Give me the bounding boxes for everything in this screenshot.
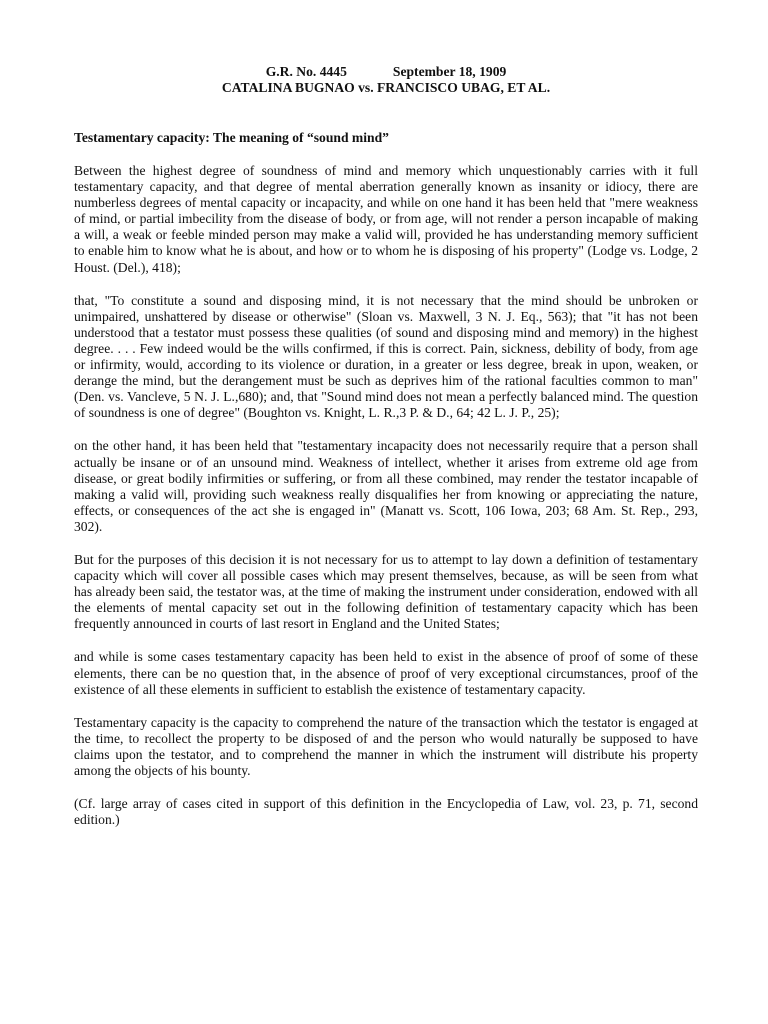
paragraph-2: that, "To constitute a sound and disposing mind, it is not necessary that the mind should be unbroken or unimpaired, unshattered by disease or otherwise" (Sloan vs. Maxwell, 3 N. J. Eq., 563); that "it has not been understood that a testator must possess these qualities (of sound and disposing mind and memory) in the highest degree. . . . Few indeed would be the wills confirmed, if this is correct. Pain, sickness, debility of body, from age or infirmity, would, according to its violence or duration, in a greater or less degree, break in upon, weaken, or derange the mind, but the derangement must be such as deprives him of the rational faculties common to man" (Den. vs. Vancleve, 5 N. J. L.,680); and, that "Sound mind does not mean a perfectly balanced mind. The question of soundness is one of degree" (Boughton vs. Knight, L. R.,3 P. & D., 64; 42 L. J. P., 25); bbox=[74, 292, 698, 421]
case-header bbox=[74, 64, 698, 96]
paragraph-4: But for the purposes of this decision it is not necessary for us to attempt to lay down a definition of testamentary capacity which will cover all possible cases which may present themselves, because, as will be seen from what has already been said, the testator was, at the time of making the instrument under consideration, endowed with all the elements of mental capacity set out in the following definition of testamentary capacity which has been frequently announced in courts of last resort in England and the United States; bbox=[74, 551, 698, 632]
section-heading: Testamentary capacity: The meaning of “sound mind” bbox=[74, 130, 389, 145]
paragraph-3: on the other hand, it has been held that "testamentary incapacity does not necessarily require that a person shall actually be insane or of an unsound mind. Weakness of intellect, whether it arises from extreme old age from disease, or great bodily infirmities or suffering, or from all these combined, may render the testator incapable of making a valid will, providing such weakness really disqualifies her from knowing or appreciating the nature, effects, or consequences of the act she is engaged in" (Manatt vs. Scott, 106 Iowa, 203; 68 Am. St. Rep., 293, 302). bbox=[74, 438, 698, 534]
case-date: September 18, 1909 bbox=[392, 64, 507, 79]
document-page bbox=[74, 64, 698, 845]
case-number: G.R. No. 4445 bbox=[265, 64, 347, 79]
paragraph-5: and while is some cases testamentary capacity has been held to exist in the absence of proof of some of these elements, there can be no question that, in the absence of proof of very exceptional circumstances, proof of the existence of all these elements in sufficient to establish the existence of testamentary capacity. bbox=[74, 649, 698, 697]
paragraph-1: Between the highest degree of soundness of mind and memory which unquestionably carries with it full testamentary capacity, and that degree of mental aberration generally known as insanity or idiocy, there are numberless degrees of mental capacity or incapacity, and while on one hand it has been held that "mere weakness of mind, or partial imbecility from the disease of body, or from age, will not render a person incapable of making a will, a weak or feeble minded person may make a valid will, provided he has understanding memory sufficient to enable him to know what he is about, and how or to whom he is disposing of his property" (Lodge vs. Lodge, 2 Houst. (Del.), 418); bbox=[74, 163, 698, 275]
paragraph-6: Testamentary capacity is the capacity to comprehend the nature of the transaction which the testator is engaged at the time, to recollect the property to be disposed of and the person who would naturally be supposed to have claims upon the testator, and to comprehend the manner in which the instrument will distribute his property among the objects of his bounty. bbox=[74, 714, 698, 778]
paragraph-7: (Cf. large array of cases cited in support of this definition in the Encyclopedia of Law, vol. 23, p. 71, second edition.) bbox=[74, 796, 698, 828]
case-parties: CATALINA BUGNAO vs. FRANCISCO UBAG, ET AL. bbox=[221, 80, 551, 95]
